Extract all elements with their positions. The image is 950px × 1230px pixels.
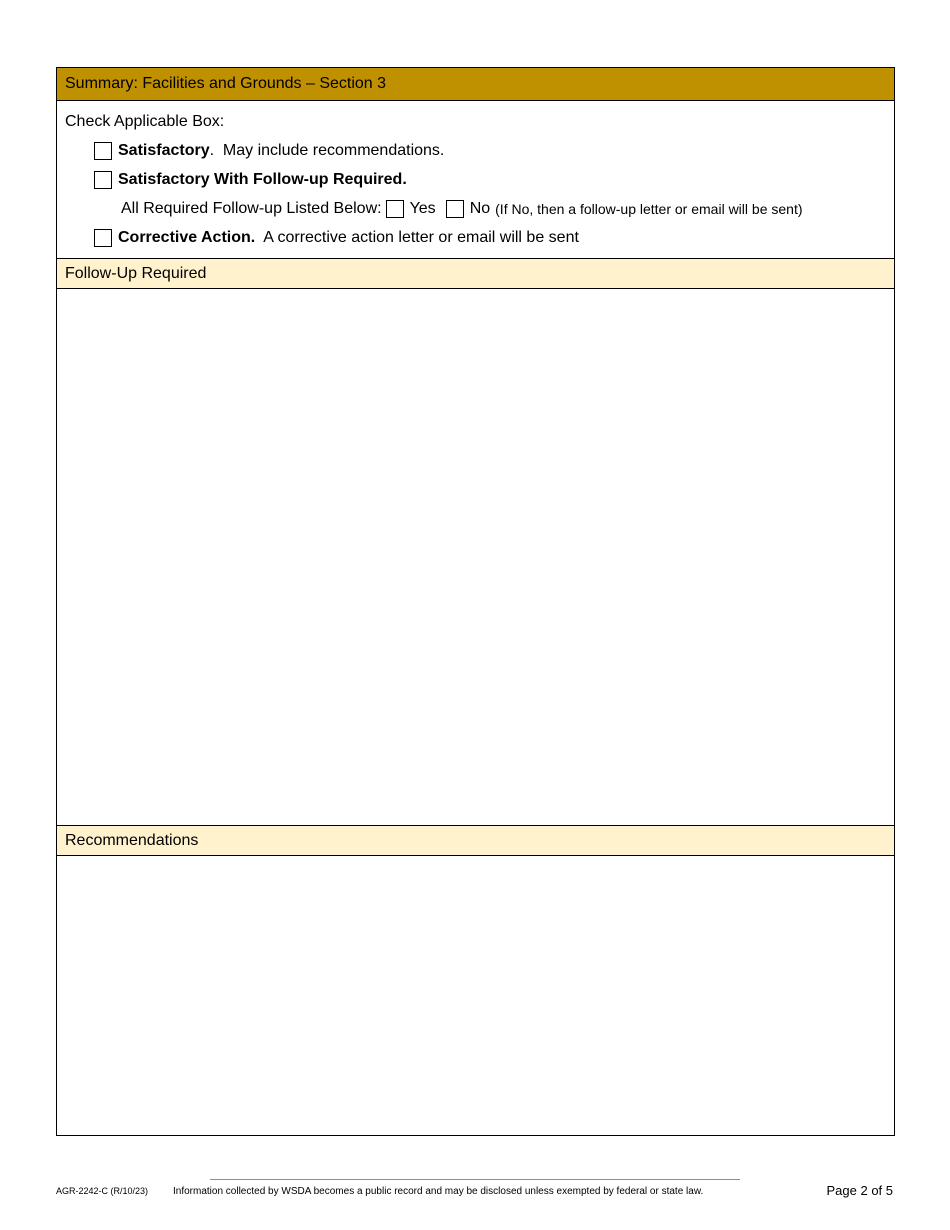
satisfactory-label: Satisfactory bbox=[118, 142, 210, 159]
followup-required-header bbox=[57, 258, 894, 289]
followup-no-label: No bbox=[469, 200, 491, 217]
corrective-action-option[interactable] bbox=[94, 226, 579, 250]
satisfactory-followup-label: Satisfactory With Follow-up Required. bbox=[118, 171, 407, 188]
corrective-action-checkbox[interactable] bbox=[94, 229, 112, 247]
recommendations-header bbox=[57, 825, 894, 856]
followup-no-checkbox[interactable] bbox=[446, 200, 464, 218]
followup-required-title: Follow-Up Required bbox=[65, 264, 207, 282]
page-footer bbox=[56, 1175, 893, 1215]
summary-header-title: Summary: Facilities and Grounds – Section 3 bbox=[65, 75, 387, 92]
footer-page-number: Page 2 of 5 bbox=[826, 1183, 893, 1198]
followup-required-field[interactable] bbox=[57, 290, 894, 825]
footer-disclosure-text: Information collected by WSDA becomes a public record and may be disclosed unless exempted by federal or state law. bbox=[173, 1186, 704, 1197]
satisfactory-option[interactable] bbox=[94, 139, 444, 163]
followup-yes-label: Yes bbox=[409, 200, 436, 217]
satisfactory-followup-option[interactable] bbox=[94, 168, 407, 192]
followup-listed-line bbox=[121, 197, 803, 221]
footer-divider bbox=[210, 1179, 740, 1180]
summary-header bbox=[57, 68, 894, 101]
recommendations-title: Recommendations bbox=[65, 831, 199, 849]
check-applicable-line bbox=[65, 110, 224, 134]
followup-yes-checkbox[interactable] bbox=[386, 200, 404, 218]
followup-listed-label: All Required Follow-up Listed Below: bbox=[121, 200, 382, 217]
satisfactory-followup-checkbox[interactable] bbox=[94, 171, 112, 189]
satisfactory-checkbox[interactable] bbox=[94, 142, 112, 160]
inspection-form-section bbox=[56, 67, 895, 1136]
satisfactory-description: . May include recommendations. bbox=[209, 142, 445, 159]
check-applicable-label: Check Applicable Box: bbox=[65, 113, 225, 130]
check-options bbox=[57, 102, 894, 258]
footer-form-number: AGR-2242-C (R/10/23) bbox=[56, 1186, 149, 1196]
corrective-action-label: Corrective Action. bbox=[118, 229, 256, 246]
corrective-action-description: A corrective action letter or email will be sent bbox=[255, 229, 579, 246]
recommendations-field[interactable] bbox=[57, 857, 894, 1134]
followup-no-note: (If No, then a follow-up letter or email will be sent) bbox=[495, 201, 803, 217]
